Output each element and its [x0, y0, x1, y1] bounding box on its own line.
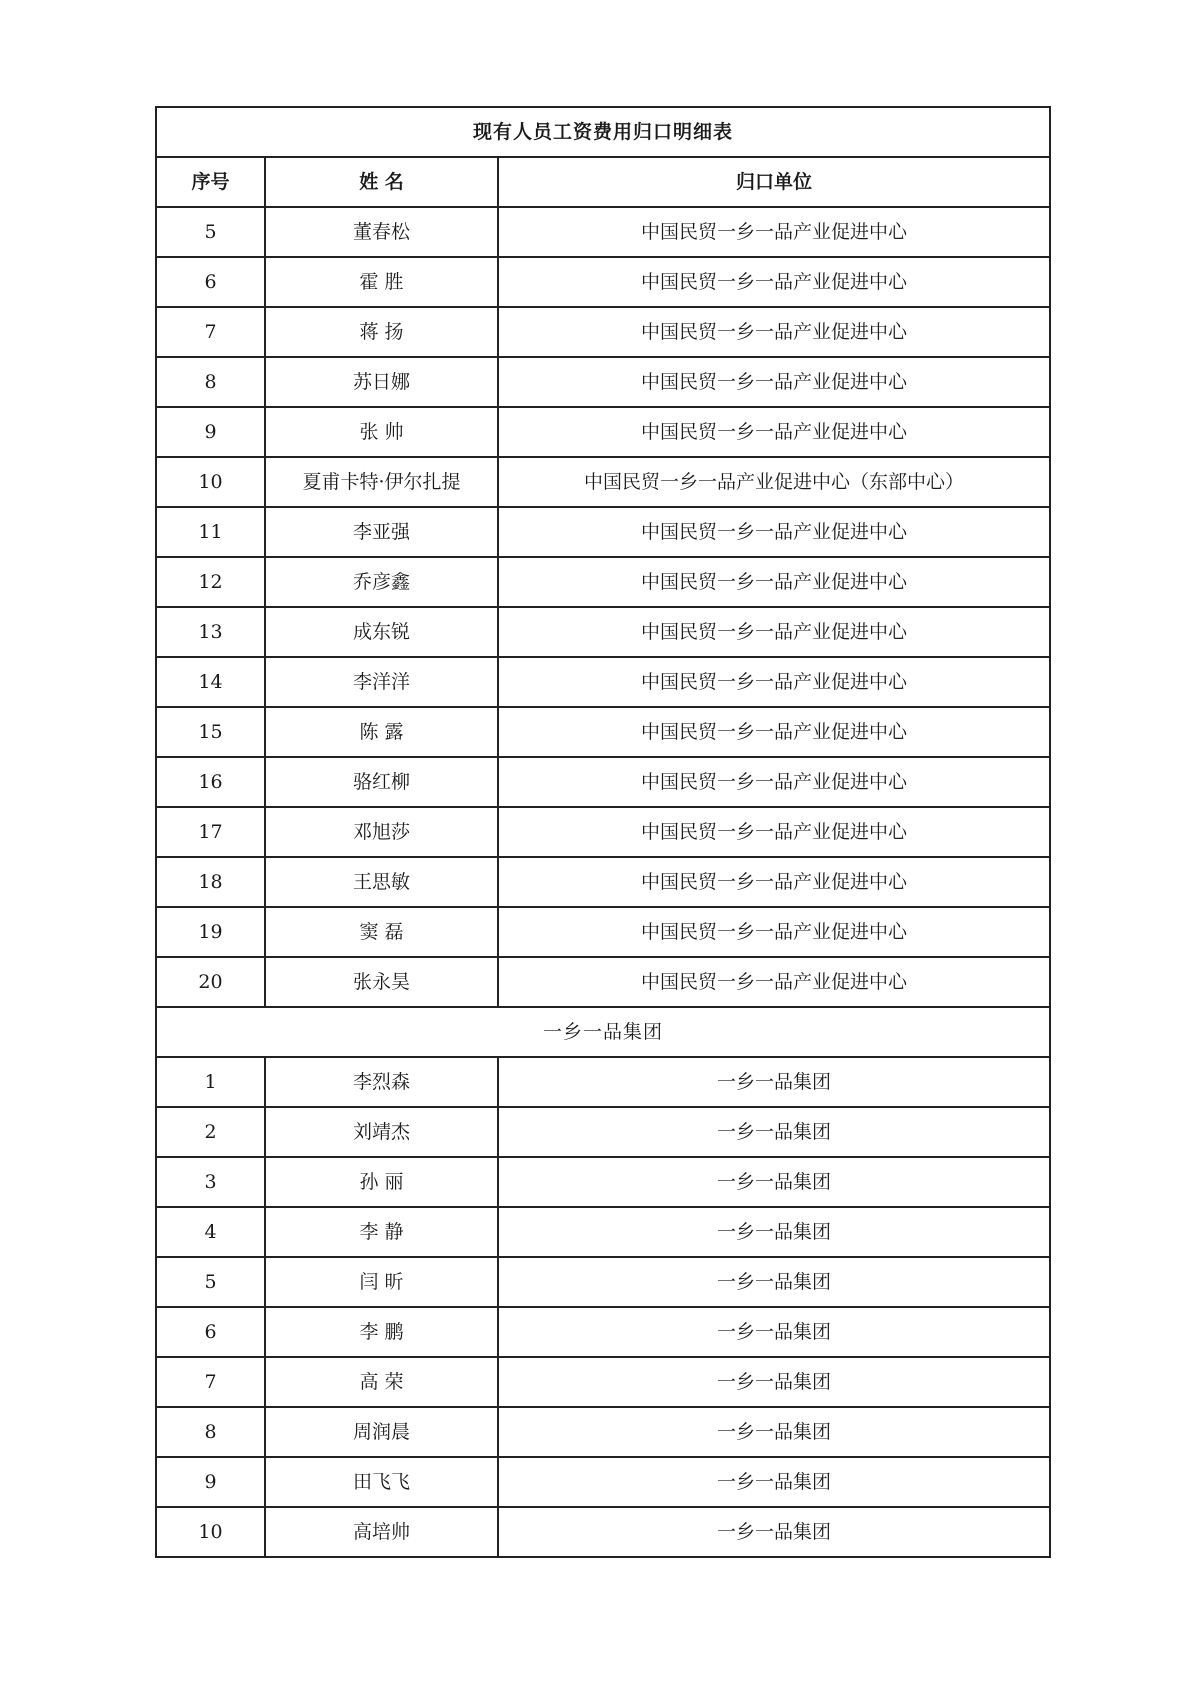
row-unit-cell: 一乡一品集团: [498, 1107, 1050, 1157]
title-row: [156, 107, 1050, 157]
table-row: [156, 457, 1050, 507]
salary-attribution-sheet: [155, 106, 1049, 1558]
table-row: [156, 1507, 1050, 1557]
row-seq-cell: 10: [156, 1507, 265, 1557]
row-seq-cell: 12: [156, 557, 265, 607]
table-row: [156, 657, 1050, 707]
row-name-cell: 李烈森: [265, 1057, 498, 1107]
row-seq-cell: 20: [156, 957, 265, 1007]
row-unit-cell: 一乡一品集团: [498, 1307, 1050, 1357]
row-name-cell: 李亚强: [265, 507, 498, 557]
row-name-cell: 张永昊: [265, 957, 498, 1007]
row-seq-cell: 16: [156, 757, 265, 807]
row-unit-cell: 一乡一品集团: [498, 1357, 1050, 1407]
row-unit-cell: 中国民贸一乡一品产业促进中心: [498, 807, 1050, 857]
row-name-cell: 乔彦鑫: [265, 557, 498, 607]
row-seq-cell: 11: [156, 507, 265, 557]
row-name-cell: 周润晨: [265, 1407, 498, 1457]
row-seq-cell: 3: [156, 1157, 265, 1207]
row-name-cell: 王思敏: [265, 857, 498, 907]
header-row: [156, 157, 1050, 207]
table-row: [156, 607, 1050, 657]
row-seq-cell: 6: [156, 1307, 265, 1357]
row-name-cell: 李 静: [265, 1207, 498, 1257]
table-row: [156, 1357, 1050, 1407]
row-seq-cell: 8: [156, 357, 265, 407]
header-name: 姓 名: [265, 157, 498, 207]
row-unit-cell: 中国民贸一乡一品产业促进中心: [498, 757, 1050, 807]
row-seq-cell: 13: [156, 607, 265, 657]
row-unit-cell: 中国民贸一乡一品产业促进中心: [498, 357, 1050, 407]
row-unit-cell: 中国民贸一乡一品产业促进中心: [498, 607, 1050, 657]
salary-attribution-table: [155, 106, 1051, 1558]
table-row: [156, 307, 1050, 357]
table-row: [156, 557, 1050, 607]
row-unit-cell: 中国民贸一乡一品产业促进中心: [498, 407, 1050, 457]
table-row: [156, 507, 1050, 557]
row-seq-cell: 10: [156, 457, 265, 507]
row-unit-cell: 中国民贸一乡一品产业促进中心: [498, 857, 1050, 907]
table-row: [156, 907, 1050, 957]
row-seq-cell: 8: [156, 1407, 265, 1457]
table-title: 现有人员工资费用归口明细表: [156, 107, 1050, 157]
row-name-cell: 蒋 扬: [265, 307, 498, 357]
row-name-cell: 孙 丽: [265, 1157, 498, 1207]
row-unit-cell: 一乡一品集团: [498, 1257, 1050, 1307]
header-unit: 归口单位: [498, 157, 1050, 207]
row-unit-cell: 中国民贸一乡一品产业促进中心: [498, 507, 1050, 557]
row-unit-cell: 一乡一品集团: [498, 1207, 1050, 1257]
table-row: [156, 1257, 1050, 1307]
row-name-cell: 夏甫卡特·伊尔扎提: [265, 457, 498, 507]
table-row: [156, 807, 1050, 857]
row-unit-cell: 一乡一品集团: [498, 1157, 1050, 1207]
row-seq-cell: 6: [156, 257, 265, 307]
row-name-cell: 窦 磊: [265, 907, 498, 957]
table-row: [156, 407, 1050, 457]
table-row: [156, 1207, 1050, 1257]
row-seq-cell: 2: [156, 1107, 265, 1157]
row-seq-cell: 5: [156, 1257, 265, 1307]
row-name-cell: 成东锐: [265, 607, 498, 657]
row-seq-cell: 7: [156, 1357, 265, 1407]
row-unit-cell: 中国民贸一乡一品产业促进中心（东部中心）: [498, 457, 1050, 507]
row-name-cell: 高培帅: [265, 1507, 498, 1557]
row-seq-cell: 1: [156, 1057, 265, 1107]
table-row: [156, 1457, 1050, 1507]
table-row: [156, 1107, 1050, 1157]
table-row: [156, 1057, 1050, 1107]
section-heading-row: [156, 1007, 1050, 1057]
header-seq: 序号: [156, 157, 265, 207]
row-seq-cell: 15: [156, 707, 265, 757]
row-unit-cell: 一乡一品集团: [498, 1457, 1050, 1507]
table-row: [156, 207, 1050, 257]
row-name-cell: 高 荣: [265, 1357, 498, 1407]
row-name-cell: 李洋洋: [265, 657, 498, 707]
table-row: [156, 1307, 1050, 1357]
row-name-cell: 李 鹏: [265, 1307, 498, 1357]
row-unit-cell: 一乡一品集团: [498, 1507, 1050, 1557]
row-seq-cell: 5: [156, 207, 265, 257]
table-row: [156, 957, 1050, 1007]
row-seq-cell: 14: [156, 657, 265, 707]
table-row: [156, 1157, 1050, 1207]
row-seq-cell: 17: [156, 807, 265, 857]
table-row: [156, 357, 1050, 407]
row-name-cell: 董春松: [265, 207, 498, 257]
row-unit-cell: 中国民贸一乡一品产业促进中心: [498, 957, 1050, 1007]
row-seq-cell: 19: [156, 907, 265, 957]
row-name-cell: 闫 昕: [265, 1257, 498, 1307]
row-unit-cell: 中国民贸一乡一品产业促进中心: [498, 907, 1050, 957]
table-row: [156, 707, 1050, 757]
row-name-cell: 田飞飞: [265, 1457, 498, 1507]
table-row: [156, 857, 1050, 907]
row-seq-cell: 9: [156, 407, 265, 457]
row-unit-cell: 中国民贸一乡一品产业促进中心: [498, 657, 1050, 707]
row-unit-cell: 中国民贸一乡一品产业促进中心: [498, 257, 1050, 307]
row-name-cell: 张 帅: [265, 407, 498, 457]
row-name-cell: 刘靖杰: [265, 1107, 498, 1157]
row-name-cell: 苏日娜: [265, 357, 498, 407]
row-seq-cell: 18: [156, 857, 265, 907]
row-seq-cell: 7: [156, 307, 265, 357]
section-heading: 一乡一品集团: [156, 1007, 1050, 1057]
row-seq-cell: 9: [156, 1457, 265, 1507]
row-unit-cell: 中国民贸一乡一品产业促进中心: [498, 307, 1050, 357]
row-name-cell: 陈 露: [265, 707, 498, 757]
row-unit-cell: 一乡一品集团: [498, 1407, 1050, 1457]
row-unit-cell: 中国民贸一乡一品产业促进中心: [498, 557, 1050, 607]
row-unit-cell: 中国民贸一乡一品产业促进中心: [498, 207, 1050, 257]
table-row: [156, 757, 1050, 807]
row-unit-cell: 中国民贸一乡一品产业促进中心: [498, 707, 1050, 757]
table-row: [156, 257, 1050, 307]
row-seq-cell: 4: [156, 1207, 265, 1257]
row-unit-cell: 一乡一品集团: [498, 1057, 1050, 1107]
row-name-cell: 霍 胜: [265, 257, 498, 307]
row-name-cell: 骆红柳: [265, 757, 498, 807]
table-body: [156, 107, 1050, 1557]
table-row: [156, 1407, 1050, 1457]
row-name-cell: 邓旭莎: [265, 807, 498, 857]
